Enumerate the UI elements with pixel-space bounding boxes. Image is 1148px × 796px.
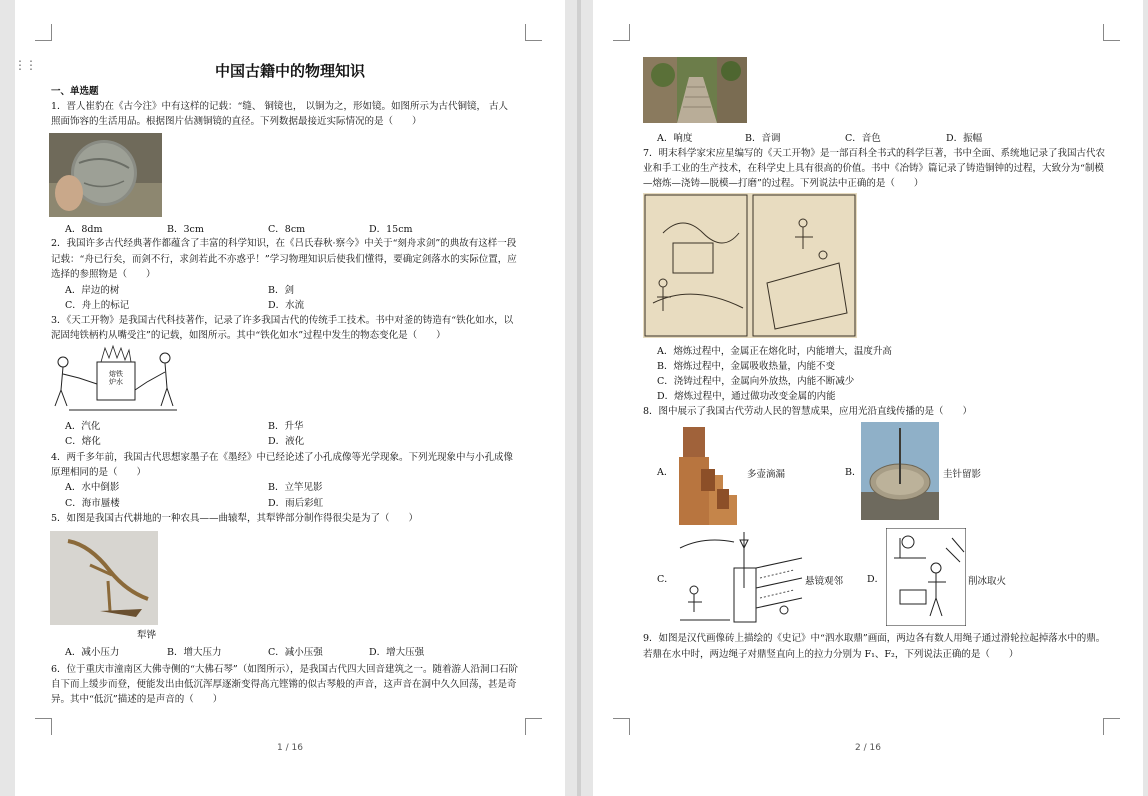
q3-option-a[interactable]: A．汽化 [65,421,101,432]
furnace-label: 熔铁炉水 [109,370,123,386]
margin-mark-bottom-right [525,718,542,735]
drag-handle-icon[interactable]: ⋮⋮ [14,58,36,72]
ice-lens-fire-illustration [886,528,966,626]
q8-line-1: 8．图中展示了我国古代劳动人民的智慧成果，应用光沿直线传播的是（ ） [643,406,973,417]
sundial-photo [861,422,939,520]
bell-casting-illustration [643,193,857,338]
section-heading: 一、单选题 [51,86,99,97]
q4-option-a[interactable]: A．水中倒影 [65,482,120,493]
q5-option-c[interactable]: C．减小压强 [268,647,323,658]
q5-option-a[interactable]: A．减小压力 [65,647,120,658]
curved-plough-image [50,531,158,625]
q8-option-a-caption[interactable]: 多壶滴漏 [747,469,786,480]
document-page-1[interactable] [15,0,565,796]
q6-option-c[interactable]: C．音色 [845,133,881,144]
iron-casting-illustration [49,344,183,414]
q5-line-1: 5．如图是我国古代耕地的一种农具——曲辕犁，其犁铧部分制作得很尖是为了（ ） [51,513,419,524]
margin-mark-top-left [613,24,630,41]
page-number-2: 2 / 16 [855,743,881,753]
page-gap-divider [577,0,581,796]
q3-option-c[interactable]: C．熔化 [65,436,101,447]
q8-option-c-caption[interactable]: 悬镜观邻 [805,576,844,587]
q1-line-1: 1．晋人崔豹在《古今注》中有这样的记载：“缝、 铜镜也， 以铜为之，形如镜。如图所示为古代铜镜， 古人 [51,101,508,112]
q6-option-d[interactable]: D．振幅 [946,133,983,144]
q8-option-a-label[interactable]: A． [657,467,674,478]
q7-option-c[interactable]: C．浇铸过程中，金属向外放热，内能不断减少 [657,376,855,387]
margin-mark-bottom-right [1103,718,1120,735]
q9-line-1: 9．如图是汉代画像砖上描绘的《史记》中“泗水取鼎”画面，两边各有数人用绳子通过滑轮拉起掉落水中的鼎。 [643,633,1106,644]
q5-option-b[interactable]: B．增大压力 [167,647,222,658]
q4-option-b[interactable]: B．立竿见影 [268,482,323,493]
q6-line-2: 自下而上缓步而登，便能发出由低沉浑厚逐渐变得高亢铿锵的似古琴般的声音，这声音在洞中久久回荡，甚是奇 [51,679,517,690]
q1-option-a[interactable]: A．8dm [65,224,103,235]
q7-line-1: 7．明末科学家宋应星编写的《天工开物》是一部百科全书式的科学巨著，书中全面、系统地记录了我国古代农 [643,148,1106,159]
q6-line-1: 6．位于重庆市潼南区大佛寺侧的“大佛石琴”（如图所示），是我国古代四大回音建筑之一。随着游人沿洞口石阶 [51,664,519,675]
q6-line-3: 异。其中“低沉”描述的是声音的（ ） [51,694,223,705]
q2-option-c[interactable]: C．舟上的标记 [65,300,130,311]
q4-line-2: 原理相同的是（ ） [51,467,147,478]
q9-line-2: 若鼎在水中时，两边绳子对鼎竖直向上的拉力分别为 F₁、F₂，下列说法正确的是（ ） [643,649,1019,660]
q2-line-3: 选择的参照物是（ ） [51,269,156,280]
stone-stairway-photo [643,57,747,123]
q8-option-b-caption[interactable]: 圭针留影 [943,469,982,480]
q4-line-1: 4．两千多年前，我国古代思想家墨子在《墨经》中已经论述了小孔成像等光学现象。下列光现象中与小孔成像 [51,452,514,463]
q4-option-c[interactable]: C．海市蜃楼 [65,498,120,509]
q4-option-d[interactable]: D．雨后彩虹 [268,498,324,509]
q7-line-3: —熔炼—浇铸—脱模—打磨”的过程。下列说法中正确的是（ ） [643,178,924,189]
q3-line-1: 3．《天工开物》是我国古代科技著作，记录了许多我国古代的传统手工技术。书中对釜的铸造有“铁化如水，以 [51,315,514,326]
q7-option-a[interactable]: A．熔炼过程中，金属正在熔化时，内能增大，温度升高 [657,346,892,357]
q6-option-a[interactable]: A．响度 [657,133,693,144]
q8-option-d-caption[interactable]: 削冰取火 [968,576,1007,587]
bronze-mirror-image [49,133,162,217]
ploughshare-caption: 犁铧 [137,630,157,641]
margin-mark-top-right [1103,24,1120,41]
q2-option-a[interactable]: A．岸边的树 [65,285,120,296]
q2-option-d[interactable]: D．水流 [268,300,305,311]
margin-mark-bottom-left [35,718,52,735]
hanging-mirror-illustration [674,528,804,626]
q7-option-d[interactable]: D．熔炼过程中，通过做功改变金属的内能 [657,391,836,402]
q8-option-c-label[interactable]: C． [657,574,674,585]
water-clock-image [673,425,743,527]
q7-option-b[interactable]: B．熔炼过程中，金属吸收热量，内能不变 [657,361,835,372]
q3-option-b[interactable]: B．升华 [268,421,304,432]
margin-mark-top-right [525,24,542,41]
q6-option-b[interactable]: B．音调 [745,133,781,144]
q8-option-d-label[interactable]: D． [867,574,885,585]
q2-line-1: 2．我国许多古代经典著作都蕴含了丰富的科学知识，在《吕氏春秋·察今》中关于“刻舟求剑”的典故有这样一段 [51,238,517,249]
page-number-1: 1 / 16 [277,743,303,753]
document-page-2[interactable] [593,0,1143,796]
q5-option-d[interactable]: D．增大压强 [369,647,425,658]
page-title: 中国古籍中的物理知识 [214,62,365,80]
q1-option-c[interactable]: C．8cm [268,224,306,235]
q1-option-b[interactable]: B．3cm [167,224,204,235]
q1-option-d[interactable]: D．15cm [369,224,413,235]
q3-option-d[interactable]: D．液化 [268,436,305,447]
margin-mark-bottom-left [613,718,630,735]
q2-option-b[interactable]: B．剑 [268,285,294,296]
q1-line-2: 照面饰容的生活用品。根据图片估测铜镜的直径。下列数据最接近实际情况的是（ ） [51,116,422,127]
q7-line-2: 业和手工业的生产技术，在科学史上具有很高的价值。书中《冶铸》篇记录了铸造铜钟的过程，大致分为“制模 [643,163,1104,174]
q2-line-2: 记载：“舟已行矣，而剑不行，求剑若此不亦惑乎！”学习物理知识后使我们懂得，要确定剑落水的实际位置，应 [51,254,517,265]
q8-option-b-label[interactable]: B． [845,467,862,478]
margin-mark-top-left [35,24,52,41]
q3-line-2: 泥固纯铁柄杓从嘴受注”的记载，如图所示。其中“铁化如水”过程中发生的物态变化是（ ） [51,330,446,341]
